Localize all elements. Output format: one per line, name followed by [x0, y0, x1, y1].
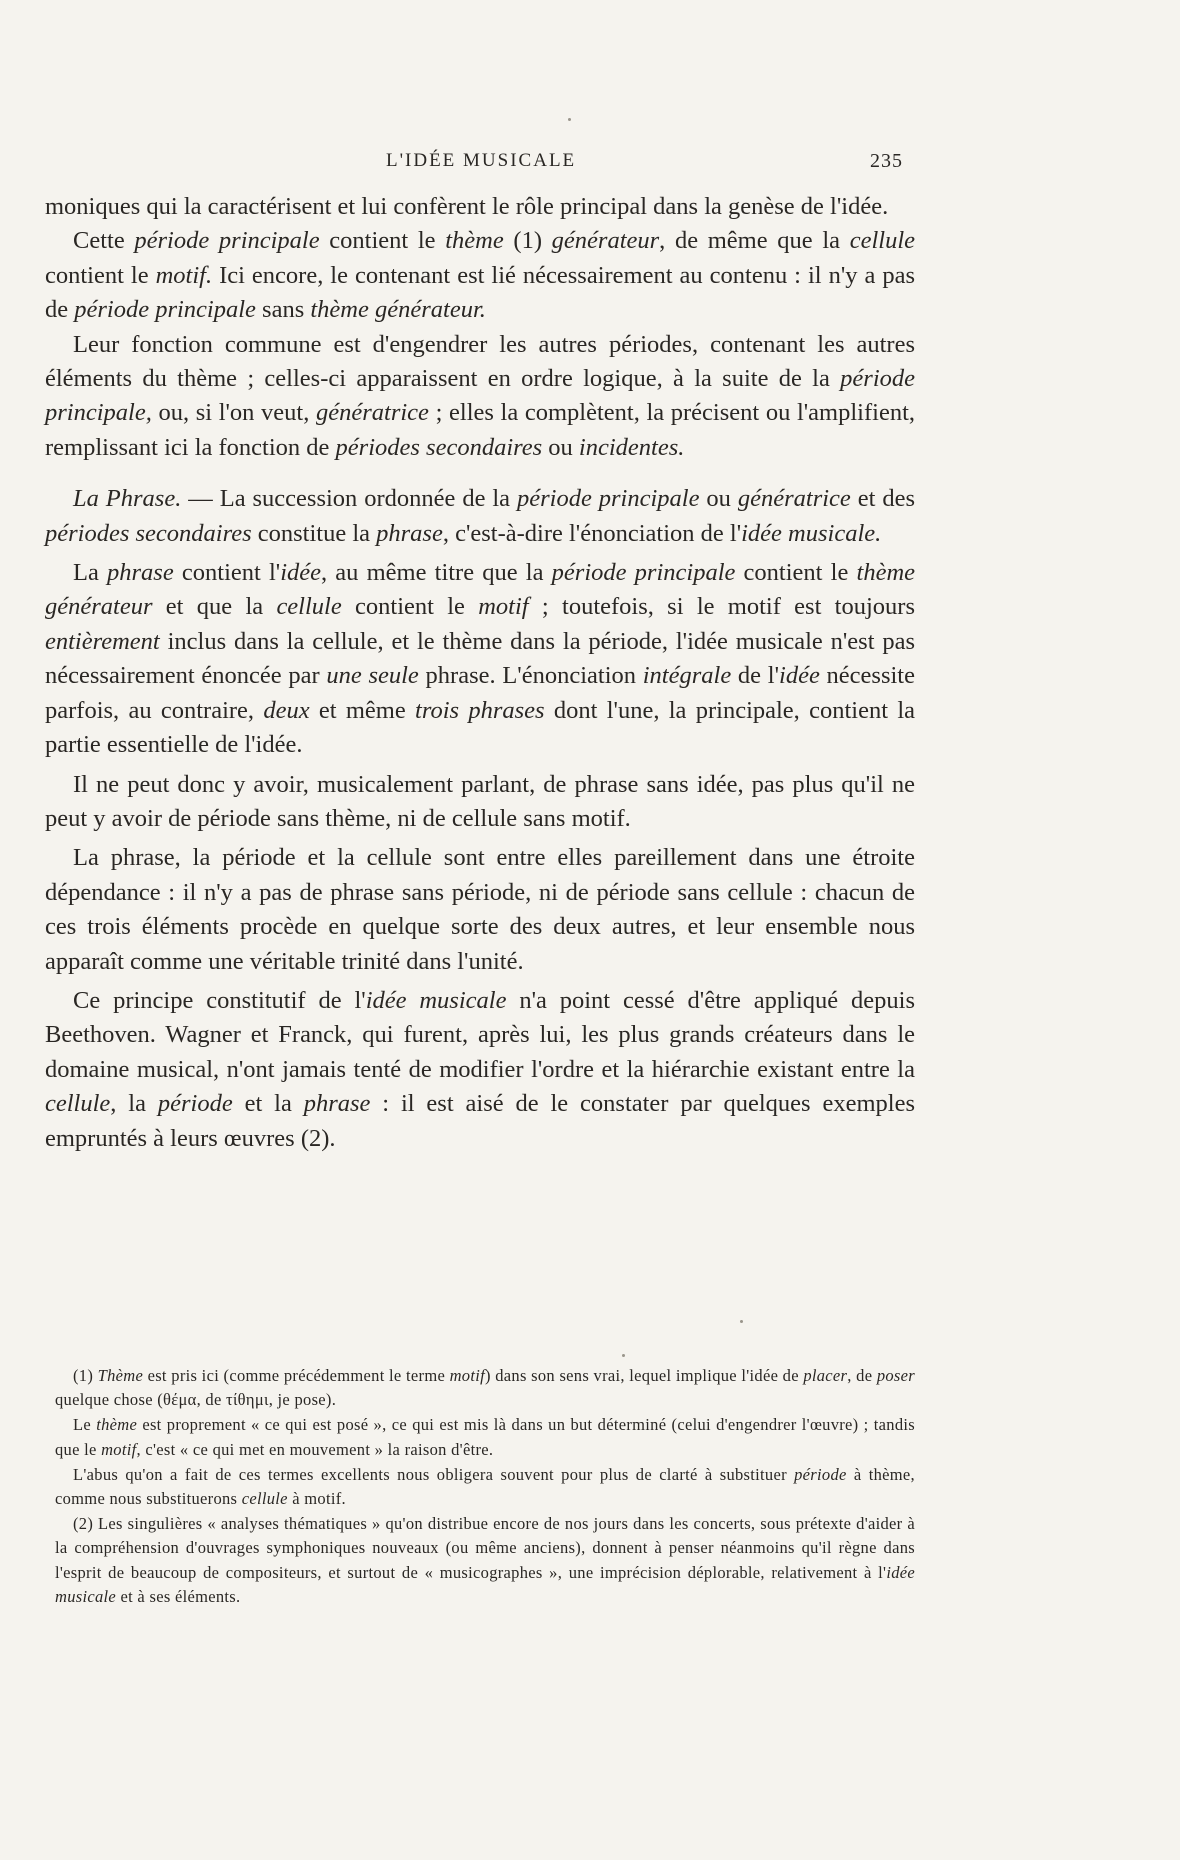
footnote-2: (2) Les singulières « analyses thématiques » qu'on distribue encore de nos jours dans les concerts, sous prétexte d'aider à la compréhension d'ouvrages symphoniques nouveaux (ou même anciens), donnent à penser néanmoins qu'il règne dans l'esprit de beaucoup de compositeurs, et surtout de « musicographes », une imprécision déplorable, relativement à l'idée musicale et à ses éléments. [55, 1514, 915, 1606]
page-number: 235 [870, 150, 903, 172]
ink-speck [622, 1354, 625, 1357]
paragraph: La phrase contient l'idée, au même titre que la période principale contient le thème générateur et que la cellule contient le motif ; toutefois, si le motif est toujours entièrement inclus dans la cellule, et le thème dans la période, l'idée musicale n'est pas nécessairement énoncée par une seule phrase. L'énonciation intégrale de l'idée nécessite parfois, au contraire, deux et même trois phrases dont l'une, la principale, contient la partie essentielle de l'idée. [45, 559, 916, 759]
paragraph-continued: moniques qui la caractérisent et lui confèrent le rôle principal dans la genèse de l'idée. [45, 193, 889, 220]
paragraph: Cette période principale contient le thème (1) générateur, de même que la cellule contient le motif. Ici encore, le contenant est lié nécessairement au contenu : il n'y a pas de période principale sans thème générateur. [45, 227, 916, 324]
section-paragraph-phrase: La Phrase. — La succession ordonnée de la période principale ou génératrice et des périodes secondaires constitue la phrase, c'est-à-dire l'énonciation de l'idée musicale. [45, 485, 916, 547]
paragraph: Ce principe constitutif de l'idée musicale n'a point cessé d'être appliqué depuis Beethoven. Wagner et Franck, qui furent, après lui, les plus grands créateurs dans le domaine musical, n'ont jamais tenté de modifier l'ordre et la hiérarchie existant entre la cellule, la période et la phrase : il est aisé de le constater par quelques exemples empruntés à leurs œuvres (2). [45, 986, 916, 1152]
footnote-1-continued: Le thème est proprement « ce qui est posé », ce qui est mis là dans un but déterminé (celui d'engendrer l'œuvre) ; tandis que le motif, c'est « ce qui met en mouvement » la raison d'être. [55, 1415, 915, 1459]
footnote-1: (1) Thème est pris ici (comme précédemment le terme motif) dans son sens vrai, lequel implique l'idée de placer, de poser quelque chose (θέμα, de τίθημι, je pose). [55, 1366, 915, 1410]
paragraph: Il ne peut donc y avoir, musicalement parlant, de phrase sans idée, pas plus qu'il ne peut y avoir de période sans thème, ni de cellule sans motif. [45, 770, 915, 832]
ink-speck [740, 1320, 743, 1323]
body-text [45, 190, 915, 1156]
section-heading: La Phrase. [73, 485, 182, 513]
running-title: L'IDÉE MUSICALE [386, 150, 577, 171]
paragraph: La phrase, la période et la cellule sont entre elles pareillement dans une étroite dépendance : il n'y a pas de phrase sans période, ni de période sans cellule : chacun de ces trois éléments procède en quelque sorte des deux autres, et leur ensemble nous apparaît comme une véritable trinité dans l'unité. [45, 844, 915, 975]
footnotes [55, 1364, 915, 1610]
ink-speck [568, 118, 571, 121]
paragraph: Leur fonction commune est d'engendrer les autres périodes, contenant les autres éléments du thème ; celles-ci apparaissent en ordre logique, à la suite de la période principale, ou, si l'on veut, génératrice ; elles la complètent, la précisent ou l'amplifient, remplissant ici la fonction de périodes secondaires ou incidentes. [45, 330, 915, 461]
page-header [0, 150, 1180, 180]
footnote-1-continued: L'abus qu'on a fait de ces termes excellents nous obligera souvent pour plus de clarté à substituer période à thème, comme nous substituerons cellule à motif. [55, 1464, 915, 1509]
